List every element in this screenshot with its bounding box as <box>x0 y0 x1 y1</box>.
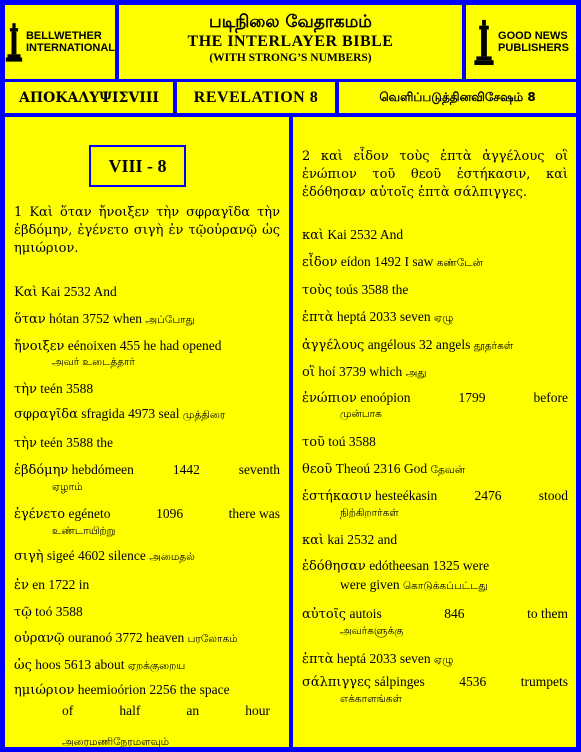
left-entry-7 <box>14 505 280 523</box>
left-entry-8 <box>14 547 195 566</box>
right-entry-greek: καὶ <box>302 533 325 548</box>
left-logo <box>5 5 115 79</box>
left-entry-tamil: உண்டாயிற்று <box>52 525 116 537</box>
left-entry-0 <box>14 283 117 301</box>
right-entry-text: kai 2532 and <box>324 532 398 547</box>
left-entry-tamil: ஏழாம் <box>52 481 83 493</box>
left-entry-text: ouranoó 3772 heaven <box>64 630 185 645</box>
right-entry-greek: ἑστήκασιν <box>302 489 372 504</box>
left-entry-text: teén 3588 <box>36 381 94 396</box>
left-entry-text: hoos 5613 about <box>31 657 125 672</box>
left-entry-10 <box>14 603 83 621</box>
left-entry-text: sfragida 4973 seal <box>77 406 180 421</box>
right-entry-greek: ἐδόθησαν <box>302 559 366 574</box>
right-entry-part: 1799 <box>458 390 486 405</box>
right-entry-tamil: அது <box>402 367 427 379</box>
left-entry-greek: τὴν <box>14 382 37 397</box>
right-entry-greek: θεοῦ <box>302 462 333 477</box>
left-entry-greek: ἐγένετο <box>14 507 66 522</box>
left-entry-greek: τὴν <box>14 436 37 451</box>
left-entry-tamil: முத்திரை <box>179 409 226 421</box>
left-entry-tamil: அரைமணிநேரமளவும் <box>62 736 170 748</box>
left-entry-tamil: அப்போது <box>142 314 195 326</box>
right-entry-text: hoí 3739 which <box>314 364 403 379</box>
left-entry-greek: Καὶ <box>14 285 38 300</box>
left-entry-text: eénoixen 455 he had opened <box>64 338 222 353</box>
right-entry-7 <box>302 433 376 451</box>
left-logo-line2: INTERNATIONAL <box>25 42 115 54</box>
right-entry-part: 846 <box>444 606 465 621</box>
chapter-label: VIII - 8 <box>89 145 186 187</box>
right-entry-13 <box>302 650 453 669</box>
left-entry-9 <box>14 576 89 594</box>
title-sub: (WITH STRONG’S NUMBERS) <box>209 52 372 64</box>
left-entry-part: seventh <box>238 462 280 477</box>
left-entry-text: hótan 3752 when <box>45 311 143 326</box>
left-entry-2 <box>14 337 222 355</box>
right-entry-greek: τοὺς <box>302 283 333 298</box>
left-entry-greek: ἑβδόμην <box>14 463 69 478</box>
right-entry-8 <box>302 460 465 479</box>
right-entry-part: before <box>533 390 568 405</box>
left-entry-greek: σιγὴ <box>14 549 44 564</box>
left-entry-text: heemioórion 2256 the space <box>74 682 230 697</box>
left-entry-part: there was <box>228 506 280 521</box>
right-logo-text <box>498 30 569 54</box>
bellwether-logo-icon <box>5 18 23 66</box>
left-entry-continued: of half an hour <box>62 703 270 718</box>
right-entry-14 <box>302 673 568 691</box>
left-entry-part: ἐγένετο egéneto <box>14 506 111 522</box>
left-entry-greek: σφραγῖδα <box>14 407 78 422</box>
left-logo-line1: BELLWETHER <box>25 30 102 42</box>
right-entry-5 <box>302 363 426 382</box>
left-entry-greek: ἐν <box>14 578 29 593</box>
right-entry-tamil: அவர்களுக்கு <box>340 625 404 637</box>
title-panel <box>119 5 462 79</box>
book-tamil: வெளிப்படுத்தினவிசேஷம் 8 <box>339 82 576 113</box>
right-entry-greek: τοῦ <box>302 435 325 450</box>
right-entry-greek: ἀγγέλους <box>302 338 365 353</box>
left-entry-tamil: அவர் உடைத்தார் <box>52 356 136 368</box>
right-entry-tamil: ஏழு <box>430 312 454 324</box>
verse-1-text: 1 Καὶ ὅταν ἤνοιξεν τὴν σφραγῖδα τὴν ἑβδόμην, ἐγένετο σιγὴ ἐν τῷοὐρανῷ ὡς ημιώριον. <box>14 205 280 256</box>
right-entry-greek: εἶδον <box>302 255 338 270</box>
right-entry-text: heptá 2033 seven <box>333 309 431 324</box>
left-entry-5 <box>14 434 113 452</box>
left-entry-part: 1096 <box>156 506 184 521</box>
title-tamil: படிநிலை வேதாகமம் <box>209 12 372 32</box>
right-entry-text: toú 3588 <box>324 434 376 449</box>
right-entry-9 <box>302 487 568 505</box>
right-entry-text: toús 3588 the <box>332 282 409 297</box>
left-entry-text: en 1722 in <box>28 577 90 592</box>
right-entry-part: stood <box>538 488 568 503</box>
left-entry-part: 1442 <box>172 462 200 477</box>
right-entry-part: to them <box>527 606 568 621</box>
right-entry-tamil: தேவன் <box>427 464 466 476</box>
right-entry-12 <box>302 605 568 623</box>
left-entry-tamil: அமைதல் <box>145 551 195 563</box>
right-entry-tamil: ஏழு <box>430 654 454 666</box>
right-logo-line2: PUBLISHERS <box>498 42 569 54</box>
right-entry-greek: ἐνώπιον <box>302 391 357 406</box>
left-entry-13 <box>14 681 230 699</box>
left-entry-greek: ὅταν <box>14 312 46 327</box>
right-entry-text: edótheesan 1325 were <box>365 558 490 573</box>
right-entry-tamil: கண்டேன் <box>433 257 483 269</box>
right-entry-greek: καὶ <box>302 228 325 243</box>
right-logo-line1: GOOD NEWS <box>498 30 568 42</box>
verse-2-text: 2 καὶ εἶδον τοὺς ἑπτὰ ἀγγέλους οἳ ἐνώπιον τοῦ θεοῦ ἑστήκασιν, καὶ ἐδόθησαν αὐτοῖς ἑπτὰ σάλπιγγες. <box>302 149 568 200</box>
right-entry-0 <box>302 226 403 244</box>
right-logo <box>466 5 576 79</box>
right-entry-tamil: எக்காளங்கள் <box>340 693 402 705</box>
title-main: THE INTERLAYER BIBLE <box>187 33 394 50</box>
right-entry-11 <box>302 557 489 575</box>
left-entry-greek: τῷ <box>14 605 32 620</box>
right-entry-text: Theoú 2316 God <box>332 461 428 476</box>
left-entry-11 <box>14 629 238 648</box>
right-entry-part: 4536 <box>459 674 487 689</box>
right-entry-text: heptá 2033 seven <box>333 651 431 666</box>
right-entry-10 <box>302 531 397 549</box>
right-entry-tamil: முன்பாக <box>340 408 382 420</box>
right-entry-6 <box>302 389 568 407</box>
right-entry-part: αὐτοῖς autois <box>302 606 382 622</box>
right-entry-continued: were given கொடுக்கப்பட்டது <box>340 577 488 592</box>
right-entry-part: trumpets <box>520 674 568 689</box>
left-entry-6 <box>14 461 280 479</box>
right-entry-tamil: தூதர்கள் <box>470 340 514 352</box>
right-entry-part: ἑστήκασιν hesteékasin <box>302 488 438 504</box>
left-entry-tamil: ஏறக்குறைய <box>124 660 186 672</box>
right-entry-1 <box>302 253 483 272</box>
good-news-logo-icon <box>473 18 495 66</box>
right-entry-part: 2476 <box>474 488 502 503</box>
left-entry-text: teén 3588 the <box>36 435 113 450</box>
left-entry-text: sigeé 4602 silence <box>43 548 146 563</box>
left-entry-3 <box>14 380 93 398</box>
left-entry-1 <box>14 310 195 329</box>
left-entry-4 <box>14 405 225 424</box>
book-greek: ΑΠΟΚΑΛΥΨΙΣVIII <box>5 82 173 113</box>
left-entry-12 <box>14 656 185 675</box>
right-entry-greek: οἳ <box>302 365 315 380</box>
right-entry-greek: σάλπιγγες <box>302 675 372 690</box>
left-entry-text: Kai 2532 And <box>37 284 117 299</box>
left-entry-greek: οὐρανῷ <box>14 631 65 646</box>
left-entry-tamil: பரலோகம் <box>184 633 238 645</box>
right-entry-4 <box>302 336 513 355</box>
left-entry-greek: ἤνοιξεν <box>14 339 65 354</box>
left-entry-part: ἑβδόμην hebdómeen <box>14 462 134 478</box>
right-entry-greek: ἑπτὰ <box>302 652 334 667</box>
right-entry-3 <box>302 308 453 327</box>
right-entry-2 <box>302 281 408 299</box>
right-entry-text: angélous 32 angels <box>364 337 471 352</box>
left-entry-greek: ὡς <box>14 658 32 673</box>
right-entry-greek: ἑπτὰ <box>302 310 334 325</box>
right-entry-part: ἐνώπιον enoópion <box>302 390 411 406</box>
left-entry-greek: ημιώριον <box>14 683 75 698</box>
right-entry-text: eídon 1492 I saw <box>337 254 434 269</box>
left-logo-text <box>26 30 115 54</box>
left-entry-text: toó 3588 <box>31 604 83 619</box>
right-entry-greek: αὐτοῖς <box>302 607 347 622</box>
right-entry-text: Kai 2532 And <box>324 227 404 242</box>
right-entry-part: σάλπιγγες sálpinges <box>302 674 425 690</box>
right-entry-tamil: நிற்கிறார்கள் <box>340 507 399 519</box>
book-english: REVELATION 8 <box>177 82 335 113</box>
